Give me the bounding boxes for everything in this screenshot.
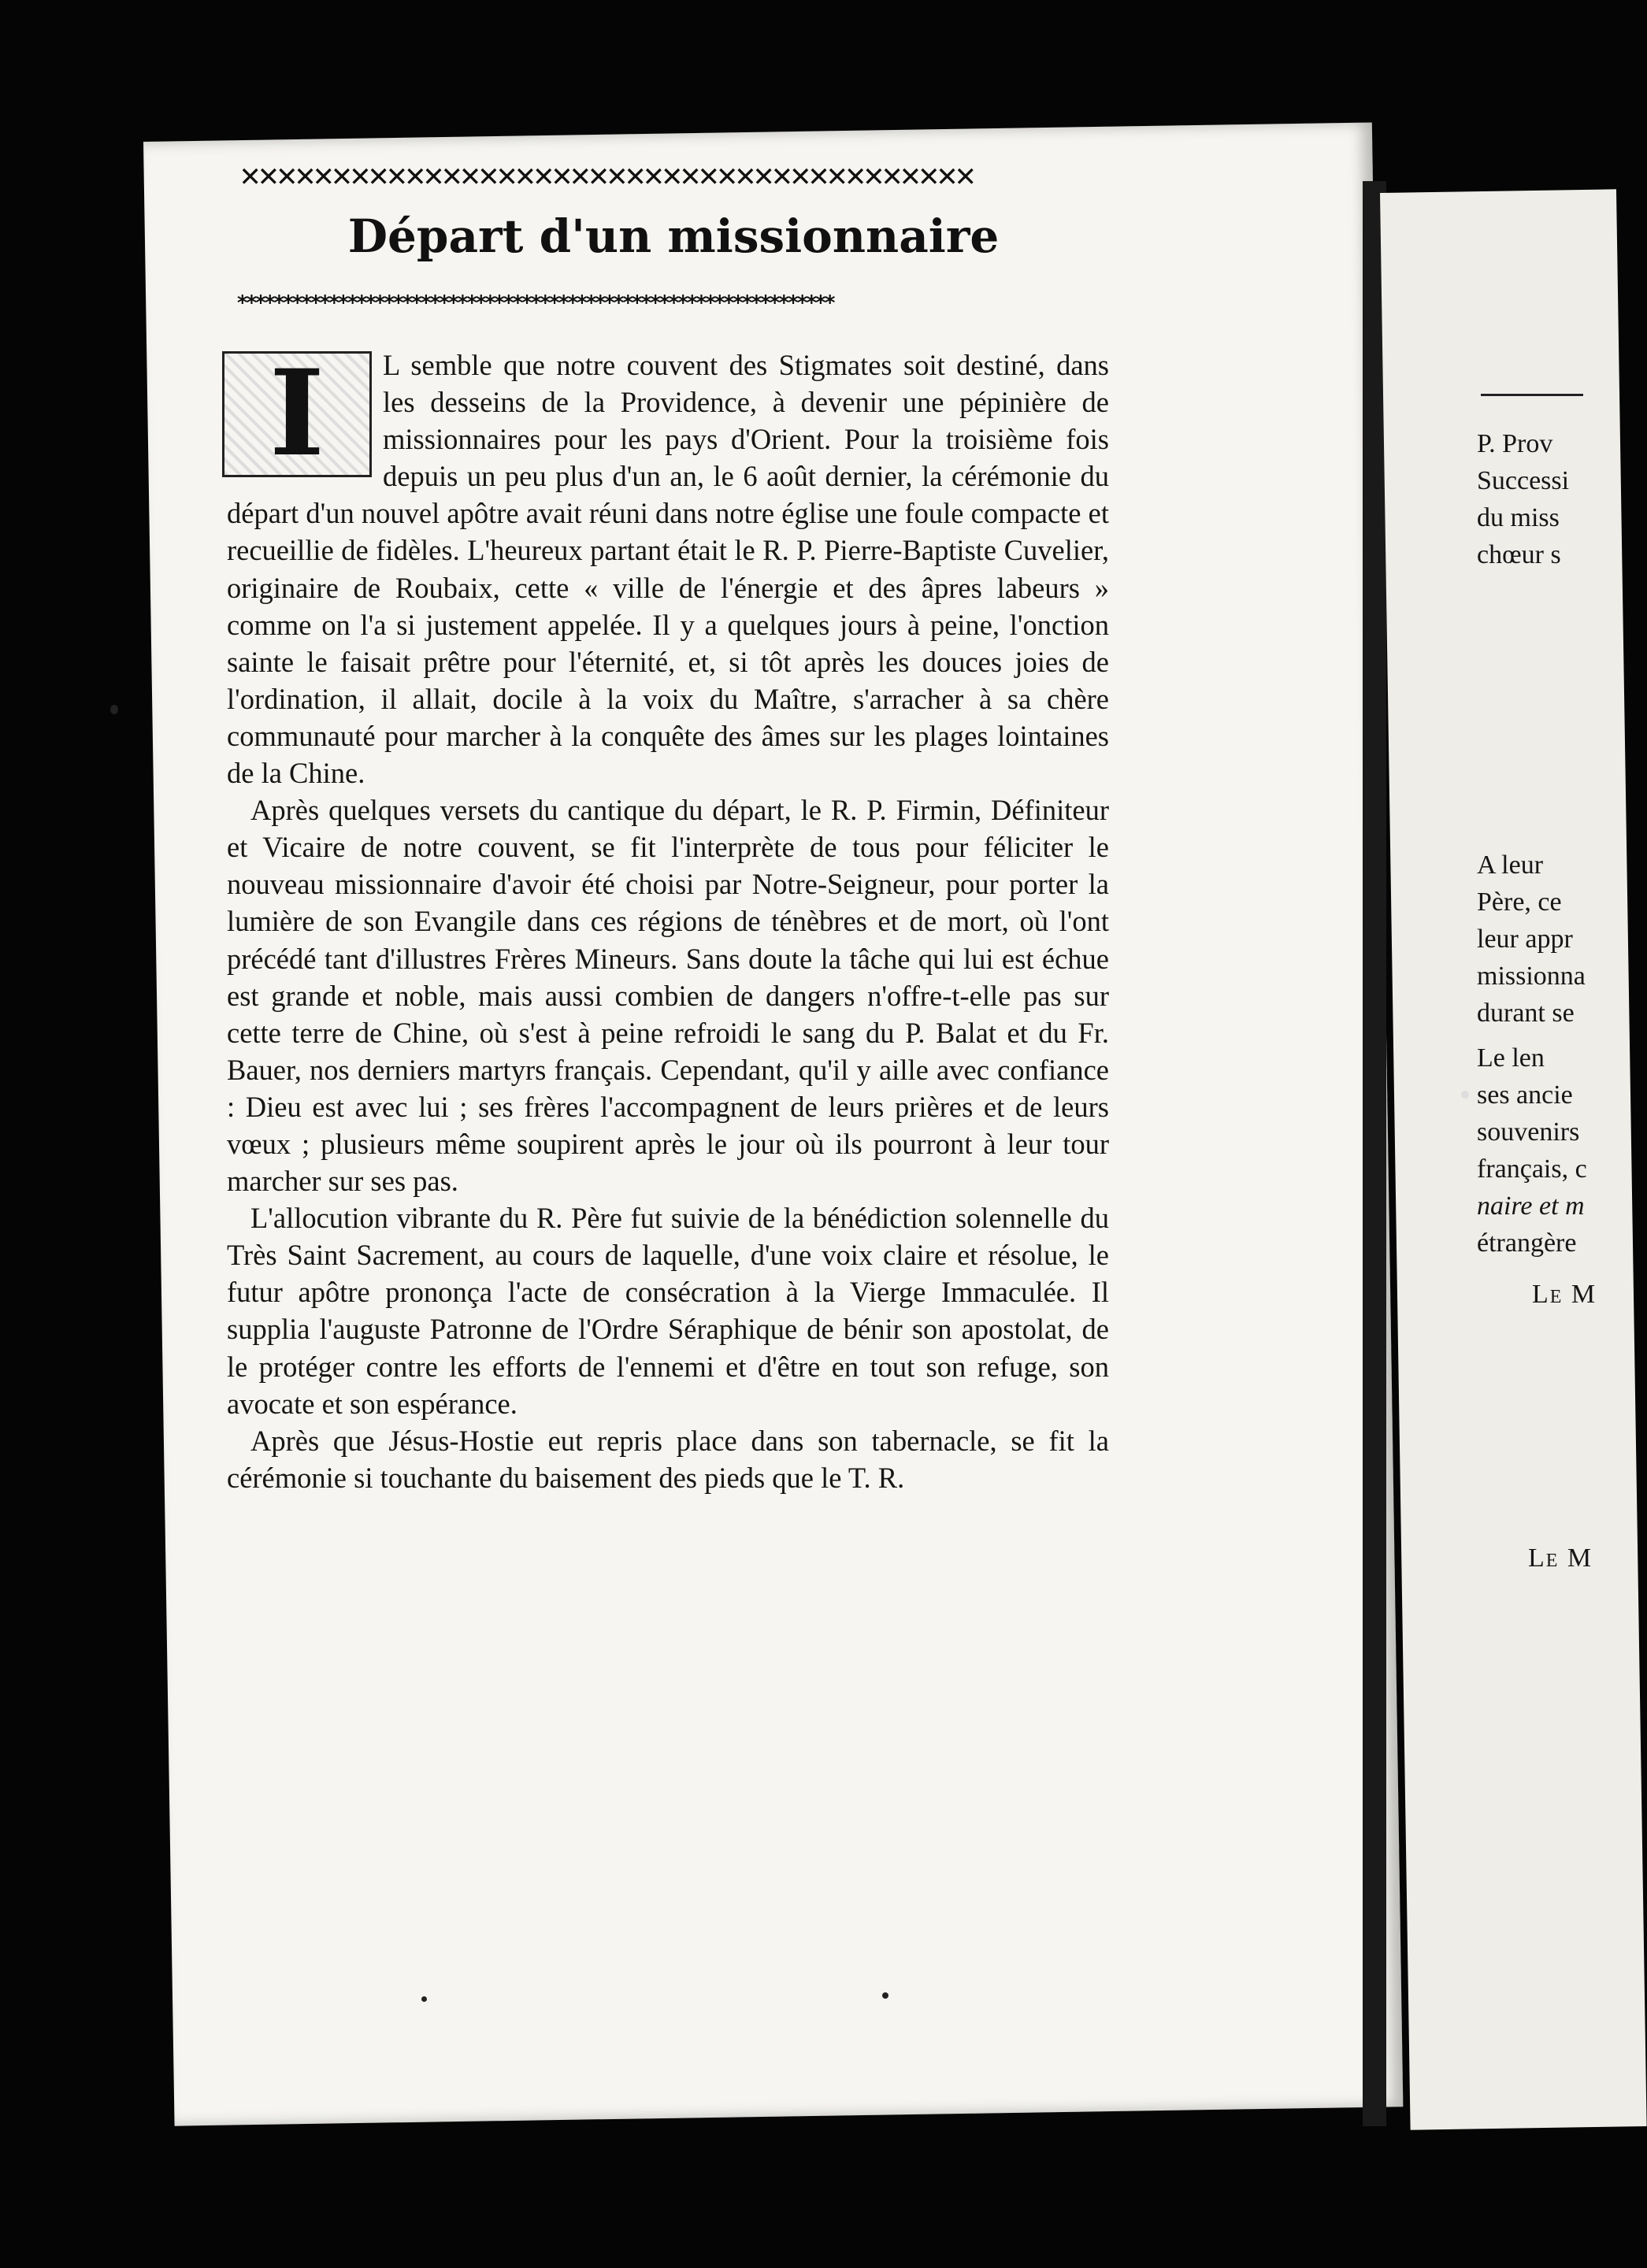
scan-speck	[110, 705, 118, 714]
page-gutter	[1363, 181, 1386, 2126]
article-body	[227, 346, 1109, 1496]
dropcap-ornament: I	[222, 351, 372, 477]
paragraph-2: Après quelques versets du cantique du départ, le R. P. Firmin, Définiteur et Vicaire de notre couvent, se fit l'interprète de tous pour féliciter le nouveau missionnaire d'avoir été choisi par Notre-Seigneur, pour porter la lumière de son Evangile dans ces régions de ténèbres et de mort, où l'ont précédé tant d'illustres Frères Mineurs. Sans doute la tâche qui lui est échue est grande et noble, mais aussi combien de dangers n'offre-t-elle pas sur cette terre de Chine, où s'est à peine refroidi le sang du P. Balat et du Fr. Bauer, nos derniers martyrs français. Cependant, qu'il y aille avec confiance : Dieu est avec lui ; ses frères l'accompagnent de leurs prières et de leurs vœux ; plusieurs même soupirent après le jour où ils pourront à leur tour marcher sur ses pas.	[227, 794, 1109, 1198]
paragraph-3: L'allocution vibrante du R. Père fut suivie de la bénédiction solennelle du Très Saint Sacrement, au cours de laquelle, d'une voix claire et résolue, le futur apôtre prononça l'acte de consécration à la Vierge Immaculée. Il supplia l'auguste Patronne de l'Ordre Séraphique de bénir son apostolat, de le protéger contre les efforts de l'ennemi et d'être en tout son refuge, son avocate et son espérance.	[227, 1202, 1109, 1420]
right-line: leur appr	[1477, 925, 1573, 954]
star-divider: *****************************************************************	[236, 291, 833, 315]
right-signature: Le M	[1532, 1280, 1597, 1309]
right-line: souvenirs	[1477, 1117, 1580, 1147]
ornamental-border: ✕✕✕✕✕✕✕✕✕✕✕✕✕✕✕✕✕✕✕✕✕✕✕✕✕✕✕✕✕✕✕✕✕✕✕✕✕✕✕✕	[240, 155, 974, 194]
right-line: français, c	[1477, 1154, 1587, 1184]
right-line: chœur s	[1477, 540, 1561, 569]
right-page-rule	[1481, 394, 1583, 396]
right-line: A leur	[1477, 850, 1544, 880]
right-line: Successi	[1477, 466, 1570, 495]
scan-speck	[1461, 1091, 1469, 1099]
article-title: Départ d'un missionnaire	[347, 209, 1000, 263]
scan-speck	[421, 1996, 427, 2002]
paragraph-1: I L semble que notre couvent des Stigmates soit destiné, dans les desseins de la Providence, à devenir une pépinière de missionnaires pour les pays d'Orient. Pour la troisième fois depuis un peu plus d'un an, le 6 août dernier, la cérémonie du départ d'un nouvel apôtre avait réuni dans notre église une foule compacte et recueillie de fidèles. L'heureux partant était le R. P. Pierre-Baptiste Cuvelier, originaire de Roubaix, cette « ville de l'énergie et des âpres labeurs » comme on l'a si justement appelée. Il y a quelques jours à peine, l'onction sainte le faisait prêtre pour l'éternité, et, si tôt après les douces joies de l'ordination, il allait, docile à la voix du Maître, s'arracher à sa chère communauté pour marcher à la conquête des âmes sur les plages lointaines de la Chine.	[227, 346, 1109, 791]
right-line: durant se	[1477, 999, 1575, 1028]
right-line: naire et m	[1477, 1191, 1585, 1221]
right-line: du miss	[1477, 503, 1560, 532]
right-line: P. Prov	[1477, 429, 1553, 458]
right-line: missionna	[1477, 962, 1586, 991]
right-signature: Le M	[1528, 1544, 1593, 1573]
paragraph-4: Après que Jésus-Hostie eut repris place dans son tabernacle, se fit la cérémonie si touchante du baisement des pieds que le T. R.	[227, 1424, 1109, 1494]
right-line: étrangère	[1477, 1228, 1577, 1258]
scan-speck	[882, 1992, 888, 1999]
right-line: Père, ce	[1477, 888, 1562, 917]
right-line: ses ancie	[1477, 1080, 1573, 1110]
right-line: Le len	[1477, 1043, 1545, 1073]
